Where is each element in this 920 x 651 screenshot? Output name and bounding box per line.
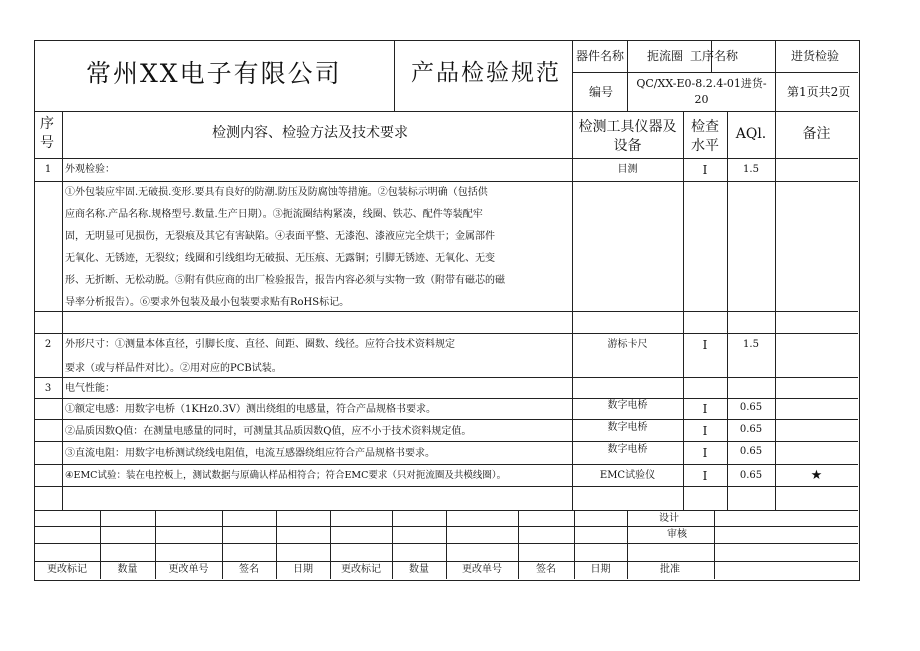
row1-text-line: ①外包装应牢固.无破损.变形.要具有良好的防潮.防压及防腐蚀等措施。②包装标示明确（包括供 bbox=[65, 187, 488, 198]
row1-text-line: 固，无明显可见损伤，无裂痕及其它有害缺陷。④表面平整、无漆泡、漆液应完全烘干；金属部件 bbox=[65, 231, 495, 242]
grid-line bbox=[572, 72, 858, 73]
grid-line bbox=[775, 111, 776, 510]
grid-line bbox=[34, 441, 858, 442]
row2-text-line: 外形尺寸：①测量本体直径，引脚长度、直径、间距、圈数、线径。应符合技术资料规定 bbox=[65, 339, 455, 350]
sign-header: 签名 bbox=[536, 564, 556, 575]
qty-header: 数量 bbox=[409, 564, 429, 575]
row3b-level: I bbox=[702, 424, 708, 438]
page-info: 第1页共2页 bbox=[787, 85, 851, 99]
row3c-text: ③直流电阻：用数字电桥测试绕线电阻值，电流互感器绕组应符合产品规格书要求。 bbox=[65, 448, 435, 459]
row1-title: 外观检验： bbox=[65, 164, 115, 175]
row3a-aql: 0.65 bbox=[739, 402, 763, 413]
row1-level: I bbox=[702, 163, 708, 177]
row1-text-line: 应商名称.产品名称.规格型号.数量.生产日期）。③扼流圈结构紧凑，线圈、铁芯、配件等装配牢 bbox=[65, 209, 483, 220]
row3a-level: I bbox=[702, 402, 708, 416]
col-level-line1: 检查 bbox=[691, 119, 719, 135]
row2-text-line: 要求（或与样品件对比）。②用对应的PCB试装。 bbox=[65, 363, 282, 374]
col-content: 检测内容、检验方法及技术要求 bbox=[212, 125, 408, 141]
col-tools-line2: 设备 bbox=[613, 138, 642, 154]
row2-tool: 游标卡尺 bbox=[607, 339, 648, 350]
grid-line bbox=[627, 510, 628, 579]
grid-line bbox=[34, 111, 858, 112]
row3b-aql: 0.65 bbox=[739, 424, 763, 435]
row1-aql: 1.5 bbox=[743, 164, 759, 175]
row3d-level: I bbox=[702, 469, 708, 483]
row3d-text: ④EMC试验：装在电控板上，测试数据与原确认样品相符合；符合EMC要求（只对扼流圈及共模线圈）。 bbox=[65, 470, 507, 481]
row3c-aql: 0.65 bbox=[739, 446, 763, 457]
code-value-line2: 20 bbox=[694, 93, 709, 106]
change-mark-header: 更改标记 bbox=[341, 564, 381, 575]
row1-text-line: 导率分析报告）。⑥要求外包装及最小包装要求贴有RoHS标记。 bbox=[65, 297, 350, 308]
row3a-tool: 数字电桥 bbox=[607, 400, 648, 411]
change-no-header: 更改单号 bbox=[462, 564, 502, 575]
row3a-text: ①额定电感：用数字电桥（1KHz0.3V）测出绕组的电感量，符合产品规格书要求。 bbox=[65, 404, 436, 415]
row1-text-line: 无氧化、无锈迹，无裂纹；线圈和引线组均无破损、无压痕、无露铜；引脚无锈迹、无氧化、无变 bbox=[65, 253, 495, 264]
review-label: 审核 bbox=[667, 529, 687, 540]
date-header: 日期 bbox=[293, 564, 313, 575]
spec-title: 产品检验规范 bbox=[411, 60, 561, 86]
row1-seq: 1 bbox=[44, 164, 52, 175]
grid-line bbox=[62, 111, 63, 510]
row3d-aql: 0.65 bbox=[739, 470, 763, 481]
grid-line bbox=[34, 486, 858, 487]
grid-line bbox=[572, 40, 573, 111]
grid-line bbox=[34, 419, 858, 420]
row2-level: I bbox=[702, 338, 708, 352]
date-header: 日期 bbox=[590, 564, 611, 575]
row2-seq: 2 bbox=[44, 339, 52, 350]
col-level-line2: 水平 bbox=[691, 138, 719, 154]
qty-header: 数量 bbox=[117, 564, 138, 575]
grid-line bbox=[394, 40, 395, 111]
row1-text-line: 形、无折断、无松动脱。⑤附有供应商的出厂检验报告，报告内容必须与实物一致（附带有磁芯的磁 bbox=[65, 275, 505, 286]
company-name: 常州XX电子有限公司 bbox=[86, 59, 342, 88]
process-name-label: 工序名称 bbox=[690, 49, 739, 63]
row3-seq: 3 bbox=[44, 383, 52, 394]
row1-tool: 目测 bbox=[617, 164, 638, 175]
row3-title: 电气性能： bbox=[65, 383, 115, 394]
change-no-header: 更改单号 bbox=[168, 564, 209, 575]
part-name-value: 扼流圈 bbox=[647, 49, 684, 63]
grid-line bbox=[714, 510, 715, 579]
grid-line bbox=[775, 40, 776, 111]
part-name-label: 器件名称 bbox=[576, 49, 625, 63]
row3d-tool: EMC试验仪 bbox=[599, 470, 656, 481]
col-seq-line1: 序 bbox=[40, 116, 54, 132]
approve-label: 批准 bbox=[660, 564, 680, 575]
row3b-text: ②品质因数Q值：在测量电感量的同时，可测量其品质因数Q值，应不小于技术资料规定值。 bbox=[65, 426, 472, 437]
col-seq-line2: 号 bbox=[40, 135, 54, 151]
grid-line bbox=[34, 333, 858, 334]
row2-aql: 1.5 bbox=[743, 339, 759, 350]
col-aql: AQl. bbox=[735, 126, 767, 142]
grid-line bbox=[34, 398, 858, 399]
row3b-tool: 数字电桥 bbox=[607, 422, 648, 433]
row3c-level: I bbox=[702, 446, 708, 460]
grid-line bbox=[34, 311, 858, 312]
design-label: 设计 bbox=[659, 513, 679, 524]
process-name-value: 进货检验 bbox=[791, 49, 840, 63]
sign-header: 签名 bbox=[239, 564, 259, 575]
row3c-tool: 数字电桥 bbox=[607, 444, 648, 455]
star-icon: ★ bbox=[810, 468, 823, 483]
code-value-line1: QC/XX-E0-8.2.4-01进货- bbox=[636, 77, 767, 90]
code-label: 编号 bbox=[589, 85, 614, 99]
change-mark-header: 更改标记 bbox=[47, 564, 87, 575]
col-tools-line1: 检测工具仪器及 bbox=[578, 119, 677, 135]
grid-line bbox=[34, 181, 858, 182]
grid-line bbox=[34, 464, 858, 465]
col-remark: 备注 bbox=[802, 126, 831, 142]
grid-line bbox=[34, 377, 858, 378]
grid-line bbox=[34, 158, 858, 159]
